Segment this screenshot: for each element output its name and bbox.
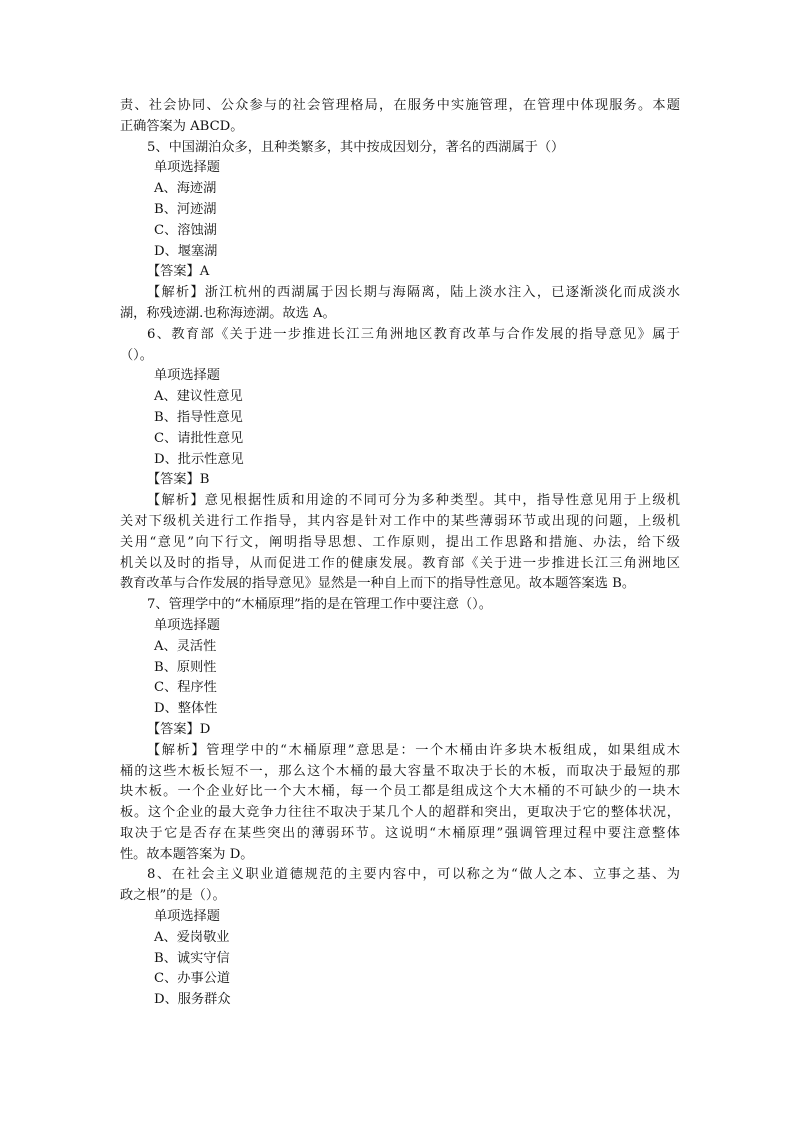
question-type: 单项选择题 [154,617,220,633]
question-stem: （）。 [120,347,153,363]
option: C、溶蚀湖 [154,222,217,238]
analysis-line: 板。这个企业的最大竞争力往往不取决于某几个人的超群和突出，更取决于它的整体状况， [120,805,680,821]
question-stem: 政之根”的是（）。 [120,888,226,904]
option: A、海迹湖 [154,181,217,197]
option: A、建议性意见 [154,389,243,405]
answer: 【答案】B [147,472,210,488]
analysis-line: 关对下级机关进行工作指导，其内容是针对工作中的某些薄弱环节或出现的问题，上级机 [120,513,680,529]
document-page [120,96,680,1011]
question-type: 单项选择题 [154,160,220,176]
analysis-line: 教育改革与合作发展的指导意见》显然是一种自上而下的指导性意见。故本题答案选 B。 [120,576,636,592]
option: C、程序性 [154,680,217,696]
option: D、堰塞湖 [154,243,218,259]
option: D、整体性 [154,701,218,717]
analysis-line: 湖，称残迹湖.也称海迹湖。故选 A。 [120,305,336,321]
option: B、河迹湖 [154,201,217,217]
question-stem: 6、教育部《关于进一步推进长江三角洲地区教育改革与合作发展的指导意见》属于 [147,326,680,342]
option: B、原则性 [154,659,217,675]
question-type: 单项选择题 [154,368,220,384]
answer: 【答案】A [147,264,210,280]
question-type: 单项选择题 [154,909,220,925]
option: D、批示性意见 [154,451,244,467]
analysis-line: 【解析】意见根据性质和用途的不同可分为多种类型。其中，指导性意见用于上级机 [147,493,680,509]
analysis-line: 性。故本题答案为 D。 [120,846,254,862]
text-line: 正确答案为 ABCD。 [120,118,244,134]
question-stem: 8、在社会主义职业道德规范的主要内容中，可以称之为“做人之本、立事之基、为 [147,867,680,883]
text-line: 责、社会协同、公众参与的社会管理格局，在服务中实施管理，在管理中体现服务。本题 [120,98,680,113]
analysis-line: 【解析】管理学中的“木桶原理”意思是：一个木桶由许多块木板组成，如果组成木 [147,742,680,758]
analysis-line: 【解析】浙江杭州的西湖属于因长期与海隔离，陆上淡水注入，已逐渐淡化而成淡水 [147,285,680,301]
analysis-line: 关用“意见”向下行文，阐明指导思想、工作原则，提出工作思路和措施、办法，给下级 [120,534,680,550]
analysis-line: 块木板。一个企业好比一个大木桶，每一个员工都是组成这个大木桶的不可缺少的一块木 [120,784,680,800]
option: C、办事公道 [154,971,231,987]
analysis-line: 取决于它是否存在某些突出的薄弱环节。这说明“木桶原理”强调管理过程中要注意整体 [120,825,680,841]
option: B、诚实守信 [154,950,230,966]
option: A、灵活性 [154,638,217,654]
answer: 【答案】D [147,721,211,737]
analysis-line: 桶的这些木板长短不一，那么这个木桶的最大容量不取决于长的木板，而取决于最短的那 [120,763,680,779]
option: A、爱岗敬业 [154,929,230,945]
option: B、指导性意见 [154,409,243,425]
question-stem: 7、管理学中的“木桶原理”指的是在管理工作中要注意（）。 [147,597,492,613]
question-stem: 5、中国湖泊众多，且种类繁多，其中按成因划分，著名的西湖属于（） [147,139,565,155]
option: C、请批性意见 [154,430,244,446]
analysis-line: 机关以及时的指导，从而促进工作的健康发展。教育部《关于进一步推进长江三角洲地区 [120,555,680,571]
option: D、服务群众 [154,992,231,1008]
